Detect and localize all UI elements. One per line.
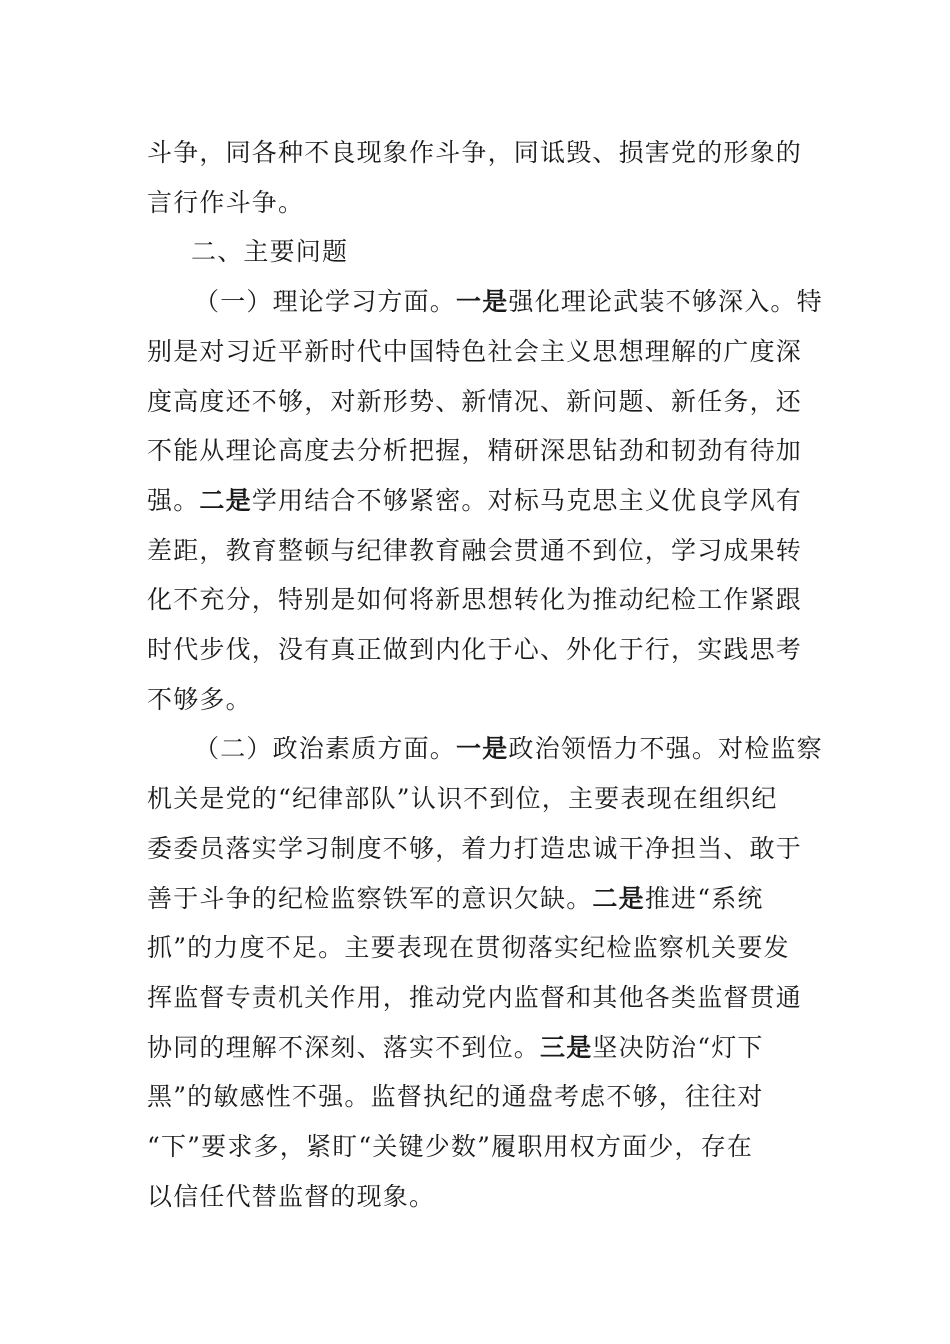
text-line: 挥监督专责机关作用，推动党内监督和其他各类监督贯通 [147, 982, 803, 1012]
section-heading-text: 二、主要问题 [191, 237, 349, 267]
text-line: “下”要求多，紧盯“关键少数”履职用权方面少，存在 [147, 1132, 754, 1162]
paragraph-political-quality [147, 724, 823, 1221]
text-run: 学用结合不够紧密。对标马克思主义优良学风有 [251, 485, 803, 515]
paragraph-theory-study [147, 277, 823, 724]
text-line: 斗争，同各种不良现象作斗争，同诋毁、损害党的形象的 [147, 138, 803, 167]
subheading-lead: （二）政治素质方面。 [194, 734, 457, 764]
text-line [147, 1023, 807, 1073]
text-line [147, 277, 823, 327]
text-line [147, 874, 807, 924]
text-line: 差距，教育整顿与纪律教育融会贯通不到位，学习成果转 [147, 535, 803, 565]
emphasis-marker: 二是 [592, 883, 645, 913]
text-line [147, 724, 823, 774]
text-run: 强化理论武装不够深入。特 [508, 287, 823, 317]
emphasis-marker: 三是 [540, 1032, 593, 1062]
document-body [147, 128, 823, 1221]
section-heading [147, 227, 807, 277]
text-line: 化不充分，特别是如何将新思想转化为推动纪检工作紧跟 [147, 585, 803, 615]
text-line: 别是对习近平新时代中国特色社会主义思想理解的广度深 [147, 336, 803, 366]
text-line: 不能从理论高度去分析把握，精研深思钻劲和韧劲有待加 [147, 436, 803, 466]
text-line: 委委员落实学习制度不够，着力打造忠诚干净担当、敢于 [147, 833, 803, 863]
text-run: 强。 [147, 485, 200, 515]
text-run: 推进“系统 [644, 883, 764, 913]
text-run: 坚决防治“灯下 [592, 1032, 764, 1062]
text-line: 度高度还不够，对新形势、新情况、新问题、新任务，还 [147, 386, 803, 416]
text-line [147, 476, 807, 526]
text-line: 言行作斗争。 [147, 187, 305, 217]
emphasis-marker: 二是 [199, 485, 252, 515]
text-run: 协同的理解不深刻、落实不到位。 [147, 1032, 541, 1062]
text-line: 以信任代替监督的现象。 [147, 1181, 436, 1211]
emphasis-marker: 一是 [456, 734, 509, 764]
text-line: 黑”的敏感性不强。监督执纪的通盘考虑不够，往往对 [147, 1082, 764, 1112]
text-line: 抓”的力度不足。主要表现在贯彻落实纪检监察机关要发 [147, 933, 790, 963]
text-line: 时代步伐，没有真正做到内化于心、外化于行，实践思考 [147, 635, 803, 665]
text-line: 不够多。 [147, 684, 252, 714]
text-line: 机关是党的“纪律部队”认识不到位，主要表现在组织纪 [147, 784, 778, 814]
text-run: 善于斗争的纪检监察铁军的意识欠缺。 [147, 883, 593, 913]
emphasis-marker: 一是 [456, 287, 509, 317]
subheading-lead: （一）理论学习方面。 [194, 287, 457, 317]
paragraph-continuation [147, 128, 807, 227]
text-run: 政治领悟力不强。对检监察 [508, 734, 823, 764]
